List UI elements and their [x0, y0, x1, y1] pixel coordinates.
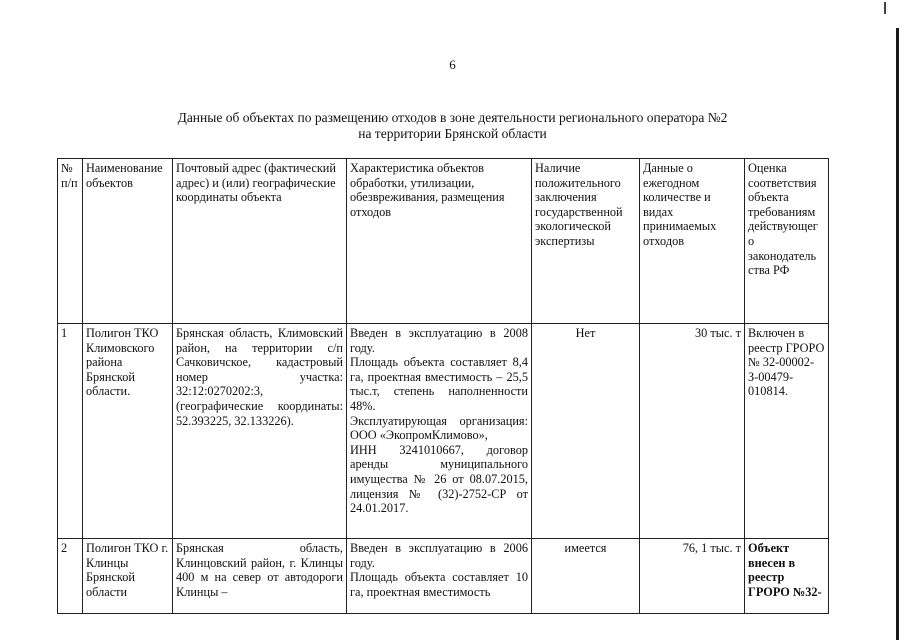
table-header-row: [58, 159, 829, 324]
characteristic-paragraph: ИНН 3241010667, договор аренды муниципального имущества № 26 от 08.07.2015, лицензия № (32)-2752-СР от 24.01.2017.: [350, 442, 528, 516]
document-title: [0, 110, 905, 142]
row-num: 1: [58, 324, 83, 539]
title-line-2: на территории Брянской области: [358, 126, 547, 141]
waste-objects-table: [57, 158, 829, 614]
row-characteristic: [347, 324, 532, 539]
header-num: № п/п: [58, 159, 83, 324]
row-assessment: Включен в реестр ГРОРО № 32-00002-З-00479-010814.: [745, 324, 829, 539]
header-annual: Данные о ежегодном количестве и видах принимаемых отходов: [640, 159, 745, 324]
row-address: Брянская область, Климовский район, на территории с/п Сачковичское, кадастровый номер участка: 32:12:0270202:3, (географические координаты: 52.393225, 32.133226).: [173, 324, 347, 539]
header-address: Почтовый адрес (фактический адрес) и (или) географические координаты объекта: [173, 159, 347, 324]
header-characteristic: Характеристика объектов обработки, утилизации, обезвреживания, размещения отходов: [347, 159, 532, 324]
characteristic-paragraph: Площадь объекта составляет 10 га, проектная вместимость: [350, 570, 528, 599]
row-expertise: имеется: [532, 539, 640, 614]
row-annual: 76, 1 тыс. т: [640, 539, 745, 614]
row-num: 2: [58, 539, 83, 614]
characteristic-paragraph: Площадь объекта составляет 8,4 га, проектная вместимость – 25,5 тыс.т, степень наполненности 48%.: [350, 355, 528, 413]
scan-mark: [884, 2, 886, 14]
title-line-1: Данные об объектах по размещению отходов в зоне деятельности регионального оператора №2: [177, 110, 728, 125]
row-name: Полигон ТКО Климовского района Брянской области.: [83, 324, 173, 539]
row-characteristic: [347, 539, 532, 614]
row-address: Брянская область, Клинцовский район, г. Клинцы 400 м на север от автодороги Клинцы –: [173, 539, 347, 614]
row-assessment: Объект внесен в реестр ГРОРО №32-: [745, 539, 829, 614]
header-assessment: Оценка соответствия объекта требованиям действующег о законодатель ства РФ: [745, 159, 829, 324]
table-row: [58, 324, 829, 539]
header-expertise: Наличие положительного заключения государственной экологической экспертизы: [532, 159, 640, 324]
row-name: Полигон ТКО г. Клинцы Брянской области: [83, 539, 173, 614]
row-expertise: Нет: [532, 324, 640, 539]
header-name: Наименование объектов: [83, 159, 173, 324]
table-row: [58, 539, 829, 614]
characteristic-paragraph: Введен в эксплуатацию в 2008 году.: [350, 326, 528, 355]
characteristic-paragraph: Введен в эксплуатацию в 2006 году.: [350, 541, 528, 570]
characteristic-paragraph: Эксплуатирующая организация: ООО «ЭкопромКлимово»,: [350, 413, 528, 443]
page-number: 6: [449, 57, 456, 72]
row-annual: 30 тыс. т: [640, 324, 745, 539]
